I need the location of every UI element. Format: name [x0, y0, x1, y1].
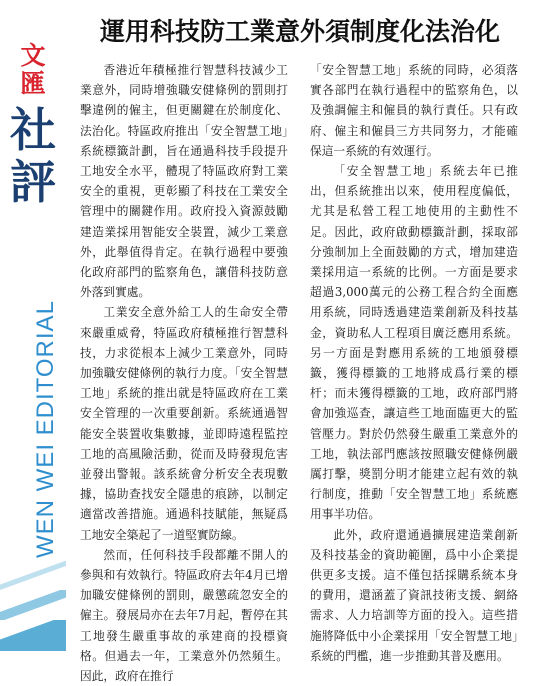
paragraph: 「安全智慧工地」系統去年已推出，但系統推出以來，使用程度偏低，尤其是私營工程工地使用的主動性不足。因此，政府啟動標籤計劃，採取部分強制加上全面鼓勵的方式，增加建造業採用這一系統的比例。一方面是要求超過3,000萬元的公務工程合約全面應用系統，同時透過建造業創新及科技基金，資助私人工程項目廣泛應用系統。另一方面是對應用系統的工地頒發標籤，獲得標籤的工地將成爲行業的標杆；而未獲得標籤的工地，政府部門將會加強巡查，讓這些工地面臨更大的監管壓力。對於仍然發生嚴重工業意外的工地，執法部門應該按照職安健條例嚴厲打擊，獎罰分明才能建立起有效的執行制度，推動「安全智慧工地」系統應用事半功倍。	[310, 164, 518, 522]
decorative-stripe	[0, 590, 66, 620]
paragraph: 香港近年積極推行智慧科技減少工業意外，同時增強職安健條例的罰則打擊違例的僱主，但更關鍵在於制度化、法治化。特區政府推出「安全智慧工地」系統標籤計劃，旨在通過科技手段提升工地安全水平，體現了特區政府對工業安全的重視，更彰顯了科技在工業安全管理中的關鍵作用。政府投入資源鼓勵建造業採用智能安全裝置，減少工業意外，此舉值得肯定。在執行過程中要強化政府部門的監察角色，讓借科技防意外落到實處。	[80, 63, 288, 300]
paragraph: 此外，政府還通過擴展建造業創新及科技基金的資助範圍，爲中小企業提供更多支援。這不僅包括採購系統本身的費用，還涵蓋了資訊技術支援、網絡需求、人力培訓等方面的投入。這些措施將降低中小企業採用「安全智慧工地」系統的門檻，進一步推動其普及應用。	[310, 527, 518, 663]
article-column-right	[310, 60, 518, 666]
english-section-label: WEN WEI EDITORIAL	[32, 300, 59, 558]
paragraph: 然而，任何科技手段都離不開人的參與和有效執行。特區政府去年4月已增加職安健條例的罰則，嚴懲疏忽安全的僱主。發展局亦在去年7月起，暫停在其工地發生嚴重事故的承建商的投標資格。但過去一年，工業意外仍然頻生。因此，政府在推行	[80, 547, 288, 684]
masthead-sidebar	[0, 0, 66, 651]
article-column-left	[80, 60, 288, 686]
newspaper-logo: 文匯	[20, 41, 46, 98]
editorial-headline: 運用科技防工業意外須制度化法治化	[99, 17, 500, 46]
decorative-stripe	[0, 560, 66, 590]
decorative-stripe	[0, 620, 66, 651]
section-title: 社評	[10, 103, 56, 209]
paragraph: 「安全智慧工地」系統的同時，必須落實各部門在執行過程中的監察角色，以及強調僱主和僱員的執行責任。只有政府、僱主和僱員三方共同努力，才能確保這一系統的有效運行。	[310, 63, 518, 158]
paragraph: 工業安全意外給工人的生命安全帶來嚴重威脅，特區政府積極推行智慧科技，力求從根本上減少工業意外，同時加強職安健條例的執行力度。「安全智慧工地」系統的推出就是特區政府在工業安全管理的一次重要創新。系統通過智能安全裝置收集數據，並即時遠程監控工地的高風險活動，從而及時發現危害並發出警報。該系統會分析安全表現數據，協助查找安全隱患的痕跡，以制定適當改善措施。通過科技賦能，無疑爲工地安全築起了一道堅實防線。	[80, 305, 288, 542]
english-label-strip	[14, 228, 59, 558]
